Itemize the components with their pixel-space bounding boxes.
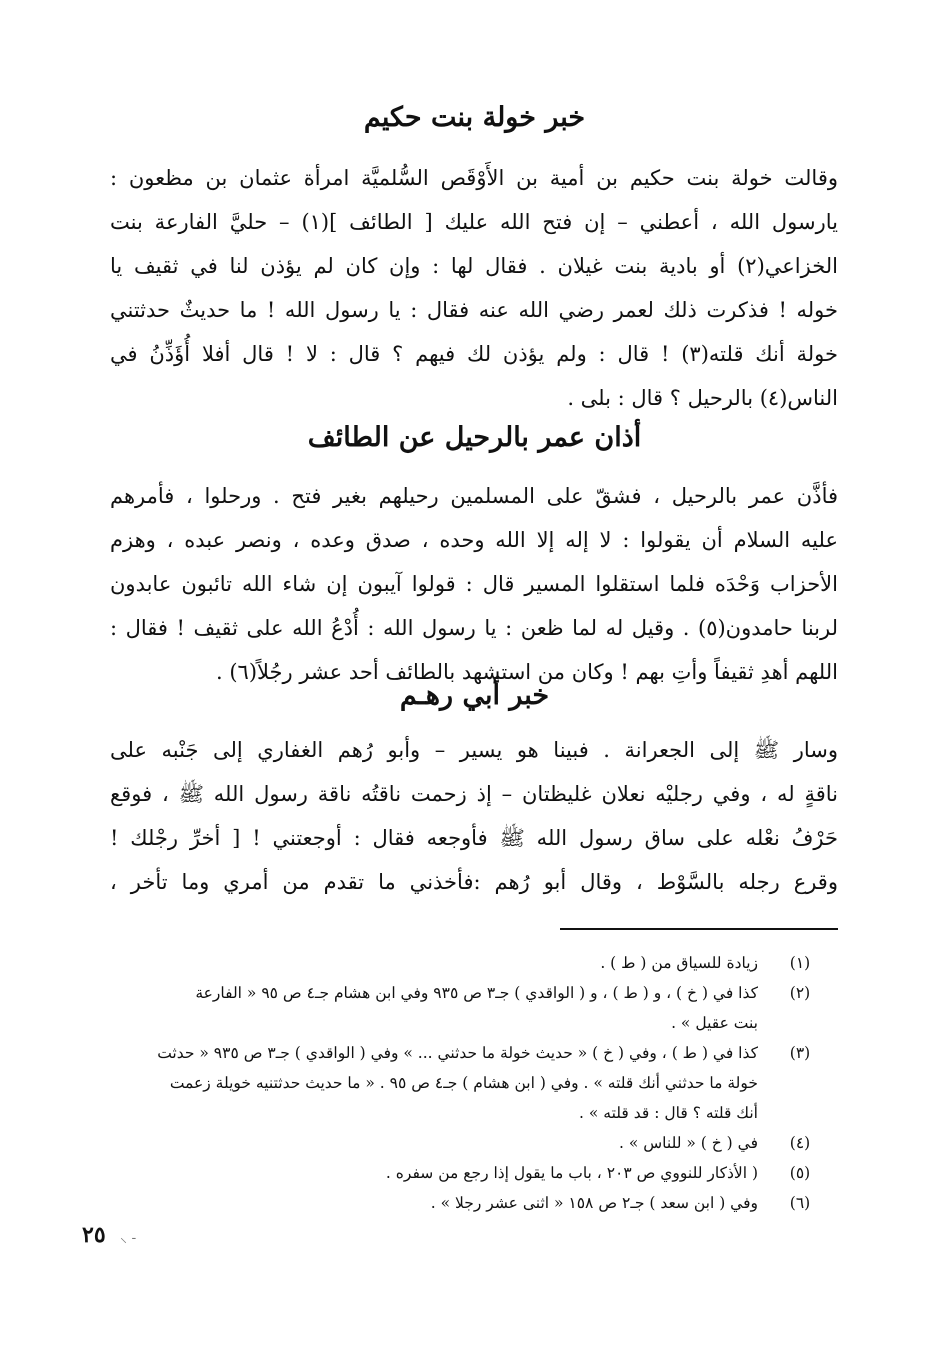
footnote-number: (٥)	[789, 1164, 811, 1182]
footnote-text: في ( خ ) « للناس » .	[619, 1134, 758, 1152]
text-line: وقرع رجله بالسَّوْط ، وقال أبو رُهم :فأخذني ما تقدم من أمري وما تأخر ،	[110, 870, 838, 894]
text-line: خولة أنك قلته(٣) ! قال : ولم يؤذن لك فيهم ؟ قال : لا ! قال أفلا أُؤَذِّنُ في	[110, 342, 838, 366]
footnote-number: (٢)	[789, 984, 811, 1002]
text-line: وسار ﷺ إلى الجعرانة . فبينا هو يسير – وأبو رُهم الغفاري إلى جَنْبه على	[110, 738, 838, 762]
paragraph-umar-adhan	[110, 474, 838, 694]
footnote-text: ( الأذكار للنووي ص ٢٠٣ ، باب ما يقول إذا رجع من سفره .	[385, 1164, 758, 1182]
footnote-text: بنت عقيل » .	[671, 1014, 758, 1032]
footnote-5	[90, 1158, 820, 1188]
text-line: وقالت خولة بنت حكيم بن أمية بن الأَوْقَص السُّلميَّة امرأة عثمان بن مظعون :	[110, 166, 838, 190]
footnote-text: كذا في ( خ ) ، و ( ط ) ، و ( الواقدي ) جـ٣ ص ٩٣٥ وفي ابن هشام جـ٤ ص ٩٥ « الفارعة	[195, 984, 758, 1002]
footnote-number: (١)	[789, 954, 811, 972]
section-heading-abu-ruhm: خبر أبي رهـم	[399, 680, 550, 711]
footnote-number: (٤)	[789, 1134, 811, 1152]
footnote-text: زيادة للسياق من ( ط ) .	[600, 954, 758, 972]
page-number: ٢٥	[82, 1222, 106, 1248]
stray-ink-mark: - ⸝	[120, 1230, 137, 1246]
footnote-number: (٦)	[789, 1194, 811, 1212]
text-line: اللهم أهدِ ثقيفاً وأتِ بهم ! وكان من استشهد بالطائف أحد عشر رجُلاً(٦) .	[216, 660, 838, 684]
footnote-text: خولة ما حدثني أنك قلته » . وفي ( ابن هشام ) جـ٤ ص ٩٥ . « ما حديث حدثتنيه خويلة زعمت	[169, 1074, 758, 1092]
text-line: الخزاعي(٢) أو بادية بنت غيلان . فقال لها : وإن كان لم يؤذن لنا في ثقيف يا	[110, 254, 838, 278]
footnote-4	[90, 1128, 820, 1158]
footnote-text: أنك قلته ؟ قال : قد قلته » .	[579, 1104, 758, 1122]
footnote-text: كذا في ( ط ) ، وفي ( خ ) « حديث خولة ما حدثني ... » وفي ( الواقدي ) جـ٣ ص ٩٣٥ « حدثت	[157, 1044, 758, 1062]
footnote-1	[90, 948, 820, 978]
paragraph-abu-ruhm	[110, 728, 838, 904]
footnotes	[90, 948, 820, 1218]
footnote-number: (٣)	[789, 1044, 811, 1062]
text-line: يارسول الله ، أعطني – إن فتح الله عليك [ الطائف ](١) – حليَّ الفارعة بنت	[110, 210, 838, 234]
text-line: حَرْفُ نعْله على ساق رسول الله ﷺ فأوجعه فقال : أوجعتني ! [ أخرِّ رجْلك !	[110, 826, 838, 850]
text-line: فأذَّن عمر بالرحيل ، فشقّ على المسلمين رحيلهم بغير فتح . ورحلوا ، فأمرهم	[110, 484, 838, 508]
text-line: لربنا حامدون(٥) . وقيل له لما ظعن : يا رسول الله : أُدْعُ الله على ثقيف ! فقال :	[110, 616, 838, 640]
text-line: ناقةٍ له ، وفي رجليْه نعلان غليظتان – إذ زحمت ناقتُه ناقة رسول الله ﷺ ، فوقع	[110, 782, 838, 806]
paragraph-khawla	[110, 156, 838, 420]
section-heading-khawla: خبر خولة بنت حكيم	[363, 102, 586, 133]
footnote-3	[90, 1038, 820, 1128]
text-line: خوله ! فذكرت ذلك لعمر رضي الله عنه فقال : يا رسول الله ! ما حديثٌ حدثتني	[110, 298, 838, 322]
text-line: الناس(٤) بالرحيل ؟ قال : بلى .	[567, 386, 838, 410]
footnote-6	[90, 1188, 820, 1218]
footnote-2	[90, 978, 820, 1038]
section-heading-umar-adhan: أذان عمر بالرحيل عن الطائف	[307, 422, 642, 453]
footnote-text: وفي ( ابن سعد ) جـ٢ ص ١٥٨ « اثنى عشر رجلا » .	[430, 1194, 758, 1212]
text-line: الأحزاب وَحْدَه فلما استقلوا المسير قال : قولوا آيبون إن شاء الله تائبون عابدون	[110, 572, 838, 596]
footnote-separator	[560, 928, 838, 930]
text-line: عليه السلام أن يقولوا : لا إله إلا الله وحده ، صدق وعده ، ونصر عبده ، وهزم	[110, 528, 838, 552]
